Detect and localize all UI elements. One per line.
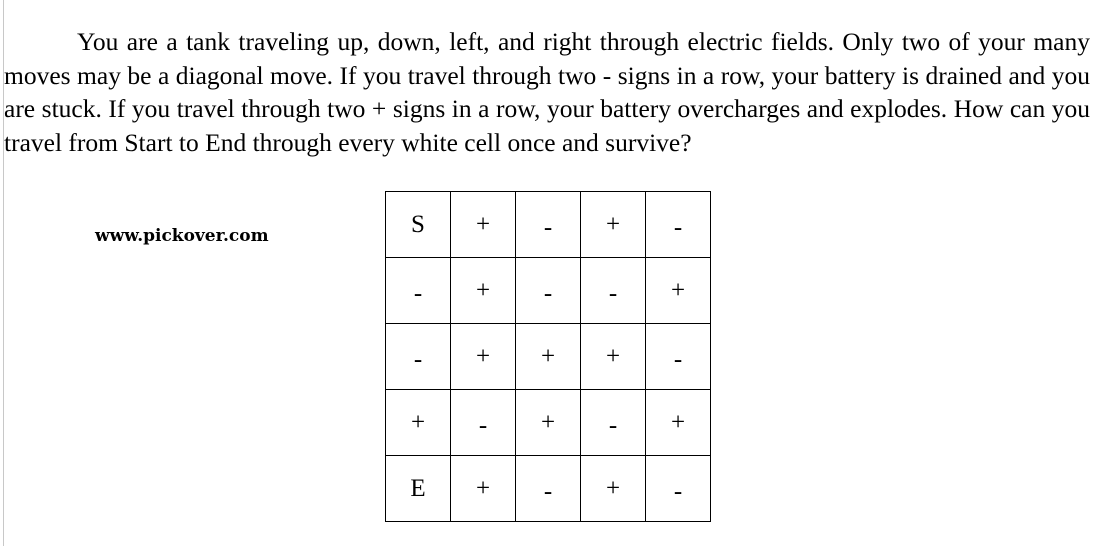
grid-row: [386, 324, 711, 390]
cell-sign: +: [475, 475, 491, 502]
grid-cell-plus[interactable]: [581, 456, 646, 522]
grid-cell-minus[interactable]: [386, 258, 451, 324]
cell-sign: +: [670, 409, 686, 436]
grid-cell-plus[interactable]: [646, 390, 711, 456]
cell-sign: +: [605, 343, 621, 370]
cell-sign: +: [670, 277, 686, 304]
grid-table: [385, 191, 711, 522]
cell-sign: +: [540, 409, 556, 436]
cell-sign: E: [410, 475, 426, 502]
cell-sign: S: [411, 211, 425, 238]
cell-sign: -: [413, 346, 423, 373]
grid-row: [386, 192, 711, 258]
grid-cell-plus[interactable]: [646, 258, 711, 324]
grid-cell-minus[interactable]: [581, 258, 646, 324]
website-label: www.pickover.com: [95, 226, 269, 246]
grid-cell-minus[interactable]: [451, 390, 516, 456]
grid-cell-minus[interactable]: [516, 258, 581, 324]
cell-sign: -: [673, 346, 683, 373]
grid-cell-plus[interactable]: [451, 456, 516, 522]
grid-cell-end[interactable]: [386, 456, 451, 522]
cell-sign: -: [478, 412, 488, 439]
grid-cell-minus[interactable]: [386, 324, 451, 390]
cell-sign: -: [608, 280, 618, 307]
grid-cell-plus[interactable]: [451, 192, 516, 258]
grid-cell-plus[interactable]: [516, 324, 581, 390]
cell-sign: +: [540, 343, 556, 370]
puzzle-instructions: You are a tank traveling up, down, left, and right through electric fields. Only two of your many moves may be a diagonal move. If you travel through two - signs in a row, your battery is drained and you are stuck. If you travel through two + signs in a row, your battery overcharges and explodes. How can you travel from Start to End through every white cell once and survive?: [4, 27, 1090, 157]
cell-sign: -: [543, 214, 553, 241]
cell-sign: -: [413, 280, 423, 307]
cell-sign: -: [608, 412, 618, 439]
grid-cell-start[interactable]: [386, 192, 451, 258]
cell-sign: -: [543, 280, 553, 307]
grid-cell-plus[interactable]: [581, 192, 646, 258]
cell-sign: +: [475, 277, 491, 304]
grid-cell-plus[interactable]: [451, 324, 516, 390]
grid-cell-minus[interactable]: [516, 456, 581, 522]
grid-cell-minus[interactable]: [646, 456, 711, 522]
cell-sign: +: [410, 409, 426, 436]
cell-sign: +: [475, 343, 491, 370]
grid-cell-minus[interactable]: [581, 390, 646, 456]
grid-row: [386, 456, 711, 522]
grid-cell-plus[interactable]: [581, 324, 646, 390]
grid-row: [386, 390, 711, 456]
cell-sign: -: [543, 478, 553, 505]
grid-cell-minus[interactable]: [646, 192, 711, 258]
puzzle-grid: [385, 191, 711, 522]
cell-sign: +: [475, 211, 491, 238]
grid-cell-minus[interactable]: [646, 324, 711, 390]
cell-sign: -: [673, 214, 683, 241]
cell-sign: +: [605, 475, 621, 502]
grid-cell-plus[interactable]: [516, 390, 581, 456]
grid-row: [386, 258, 711, 324]
grid-cell-plus[interactable]: [451, 258, 516, 324]
cell-sign: +: [605, 211, 621, 238]
grid-cell-plus[interactable]: [386, 390, 451, 456]
grid-cell-minus[interactable]: [516, 192, 581, 258]
cell-sign: -: [673, 478, 683, 505]
